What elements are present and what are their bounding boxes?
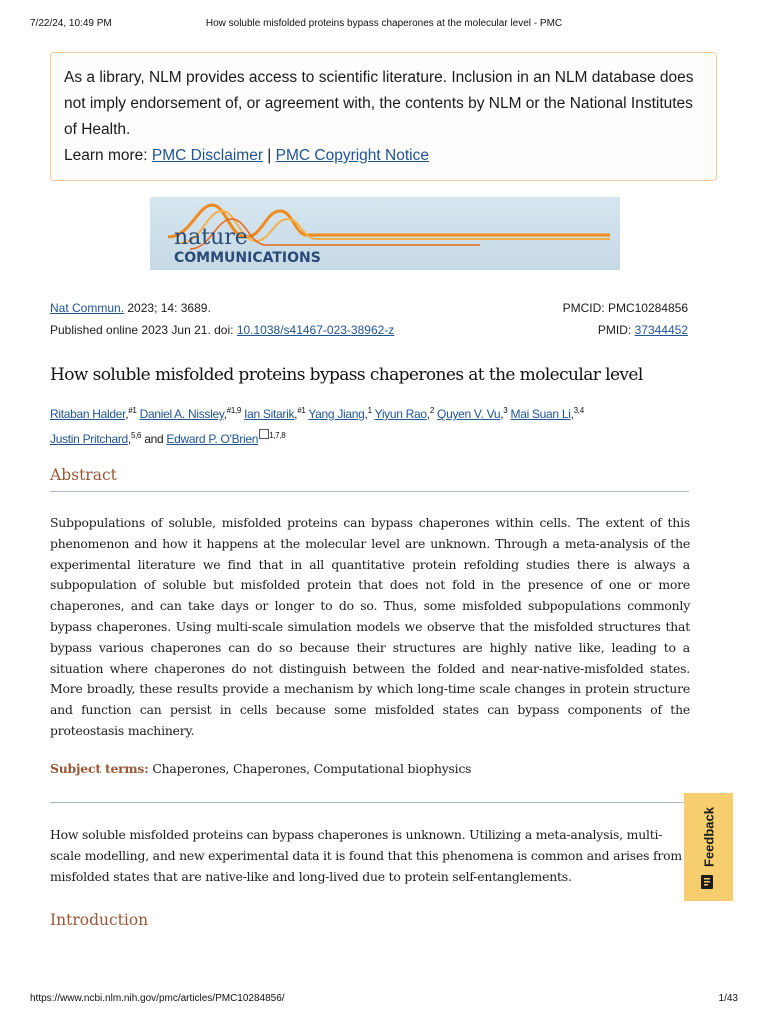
divider <box>50 802 689 803</box>
published-text: Published online 2023 Jun 21. doi: <box>50 323 234 337</box>
subject-terms <box>50 761 690 776</box>
learn-more-label: Learn more: <box>64 147 148 164</box>
divider <box>50 491 689 492</box>
page-number: 1/43 <box>718 993 738 1004</box>
email-icon[interactable] <box>259 429 269 439</box>
abstract-heading: Abstract <box>50 466 117 484</box>
author-affiliation: #1 <box>128 406 137 415</box>
author-list: Ritaban Halder,$^{\#1}$ Daniel A. Nissley,$^{\#1,9}$ Ian Sitarik,$^{\#1}$ Yang Jiang,$^1$ Yiyun Rao,$^2$ Quyen V. Vu,$^3$ Mai Suan Li,$^{3,4}$ Justin Pritchard,$^{5,6}$ and Edward P. O'Brien $^{1,7,8}$ <box>50 406 584 446</box>
logo-word-nature: nature <box>174 225 248 250</box>
feedback-label: Feedback <box>701 807 716 867</box>
feedback-icon <box>701 875 713 889</box>
doi-link[interactable]: 10.1038/s41467-023-38962-z <box>236 323 395 337</box>
author-link[interactable]: Daniel A. Nissley <box>139 407 224 421</box>
feedback-button[interactable] <box>684 793 733 901</box>
pmc-copyright-link[interactable]: PMC Copyright Notice <box>275 147 429 164</box>
nature-communications-logo-icon <box>150 197 620 270</box>
journal-link[interactable]: Nat Commun. <box>50 301 125 315</box>
author-link[interactable]: Ian Sitarik <box>244 407 295 421</box>
pmc-disclaimer-link[interactable]: PMC Disclaimer <box>151 147 263 164</box>
page-url: https://www.ncbi.nlm.nih.gov/pmc/articles/PMC10284856/ <box>30 993 285 1004</box>
introduction-heading: Introduction <box>50 911 149 929</box>
author-link[interactable]: Quyen V. Vu <box>437 407 501 421</box>
journal-logo-banner[interactable] <box>150 197 620 270</box>
author-link[interactable]: Yang Jiang <box>308 407 365 421</box>
pmid <box>598 323 688 337</box>
summary-text: How soluble misfolded proteins can bypass chaperones is unknown. Utilizing a meta-analysis, multi-scale modelling, and new experimental data it is found that this phenomena is common and arises from misfolded states that are native-like and long-lived due to protein self-entanglements. <box>50 827 682 885</box>
pmid-label: PMID: <box>597 323 632 337</box>
citation-line <box>50 301 688 315</box>
author-affiliation: 5,6 <box>130 431 142 440</box>
logo-word-communications: COMMUNICATIONS <box>174 250 321 266</box>
author-link[interactable]: Edward P. O'Brien <box>166 432 259 446</box>
author-link[interactable]: Justin Pritchard <box>50 432 128 446</box>
abstract-text: Subpopulations of soluble, misfolded proteins can bypass chaperones within cells. The extent of this phenomenon and how it happens at the molecular level are unknown. Through a meta-analysis of the experimental literature we find that in all quantitative protein refolding studies there is always a subpopulation of soluble but misfolded protein that does not fold in the presence of one or more chaperones, and can take days or longer to do so. Thus, some misfolded subpopulations commonly bypass chaperones. Using multi-scale simulation models we observe that the misfolded structures that bypass various chaperones can do so because their structures are highly native like, leading to a situation where chaperones do not distinguish between the folded and near-native-misfolded states. More broadly, these results provide a mechanism by which long-time scale changes in protein structure and function can persist in cells because some misfolded states can bypass components of the proteostasis machinery. <box>50 515 690 738</box>
notice-separator: | <box>267 147 272 164</box>
print-datetime: 7/22/24, 10:49 PM <box>30 18 112 29</box>
author-affiliation: 3 <box>503 406 508 415</box>
author-affiliation: #1,9 <box>226 406 242 415</box>
print-page-title: How soluble misfolded proteins bypass chaperones at the molecular level - PMC <box>205 18 563 29</box>
author-link[interactable]: Mai Suan Li <box>510 407 571 421</box>
authors-and: and <box>144 432 164 446</box>
author-affiliation: 1 <box>367 406 372 415</box>
author-affiliation: 1,7,8 <box>269 431 286 440</box>
author-link[interactable]: Ritaban Halder <box>50 407 126 421</box>
year-volume: 2023; 14: 3689. <box>127 301 211 315</box>
notice-text: As a library, NLM provides access to scientific literature. Inclusion in an NLM database does not imply endorsement of, or agreement with, the contents by NLM or the National Institutes of Health. <box>64 69 694 138</box>
author-affiliation: 3,4 <box>573 406 584 415</box>
pmcid: PMCID: PMC10284856 <box>562 301 688 315</box>
article-title: How soluble misfolded proteins bypass chaperones at the molecular level <box>50 365 643 385</box>
author-affiliation: 2 <box>429 406 434 415</box>
print-footer <box>30 993 738 1004</box>
author-link[interactable]: Yiyun Rao <box>374 407 427 421</box>
subject-terms-value: Chaperones, Chaperones, Computational biophysics <box>152 761 472 776</box>
subject-terms-label: Subject terms: <box>50 761 149 776</box>
author-affiliation: #1 <box>297 406 306 415</box>
nlm-notice-box <box>50 52 717 181</box>
pmid-link[interactable]: 37344452 <box>634 323 688 337</box>
published-line <box>50 323 688 337</box>
